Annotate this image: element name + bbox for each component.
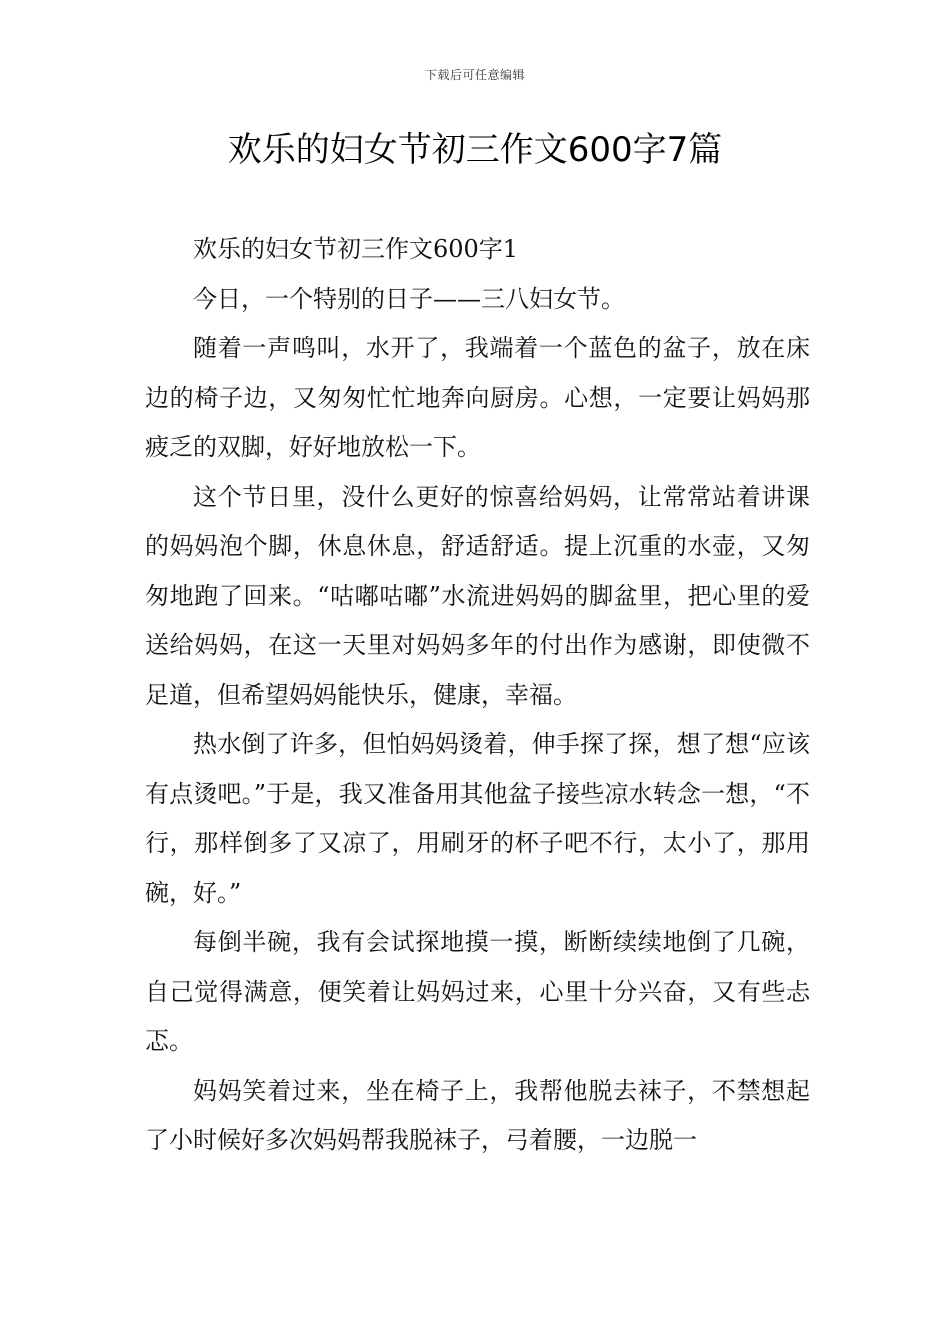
header-note: 下载后可任意编辑 [424, 68, 525, 82]
paragraph-6: 妈妈笑着过来，坐在椅子上，我帮他脱去袜子，不禁想起了小时候好多次妈妈帮我脱袜子，弓着腰，一边脱一 [145, 1076, 810, 1154]
paragraph-4: 热水倒了许多，但怕妈妈烫着，伸手探了探，想了想“应该有点烫吧。”于是，我又准备用其他盆子接些凉水转念一想，“不行，那样倒多了又凉了，用刷牙的杯子吧不行，太小了，那用碗，好。” [145, 730, 810, 907]
paragraph-1: 今日，一个特别的日子——三八妇女节。 [193, 284, 625, 313]
paragraph-5: 每倒半碗，我有会试探地摸一摸，断断续续地倒了几碗，自己觉得满意，便笑着让妈妈过来，心里十分兴奋，又有些忐忑。 [145, 928, 810, 1055]
paragraph-subtitle: 欢乐的妇女节初三作文600字1 [193, 235, 519, 263]
paragraph-2: 随着一声鸣叫，水开了，我端着一个蓝色的盆子，放在床边的椅子边，又匆匆忙忙地奔向厨房。心想，一定要让妈妈那疲乏的双脚，好好地放松一下。 [145, 334, 810, 461]
document-body [145, 225, 810, 1166]
document-title: 欢乐的妇女节初三作文600字7篇 [227, 130, 723, 170]
paragraph-3: 这个节日里，没什么更好的惊喜给妈妈，让常常站着讲课的妈妈泡个脚，休息休息，舒适舒适。提上沉重的水壶，又匆匆地跑了回来。“咕嘟咕嘟”水流进妈妈的脚盆里，把心里的爱送给妈妈，在这一天里对妈妈多年的付出作为感谢，即使微不足道，但希望妈妈能快乐，健康，幸福。 [145, 482, 810, 709]
